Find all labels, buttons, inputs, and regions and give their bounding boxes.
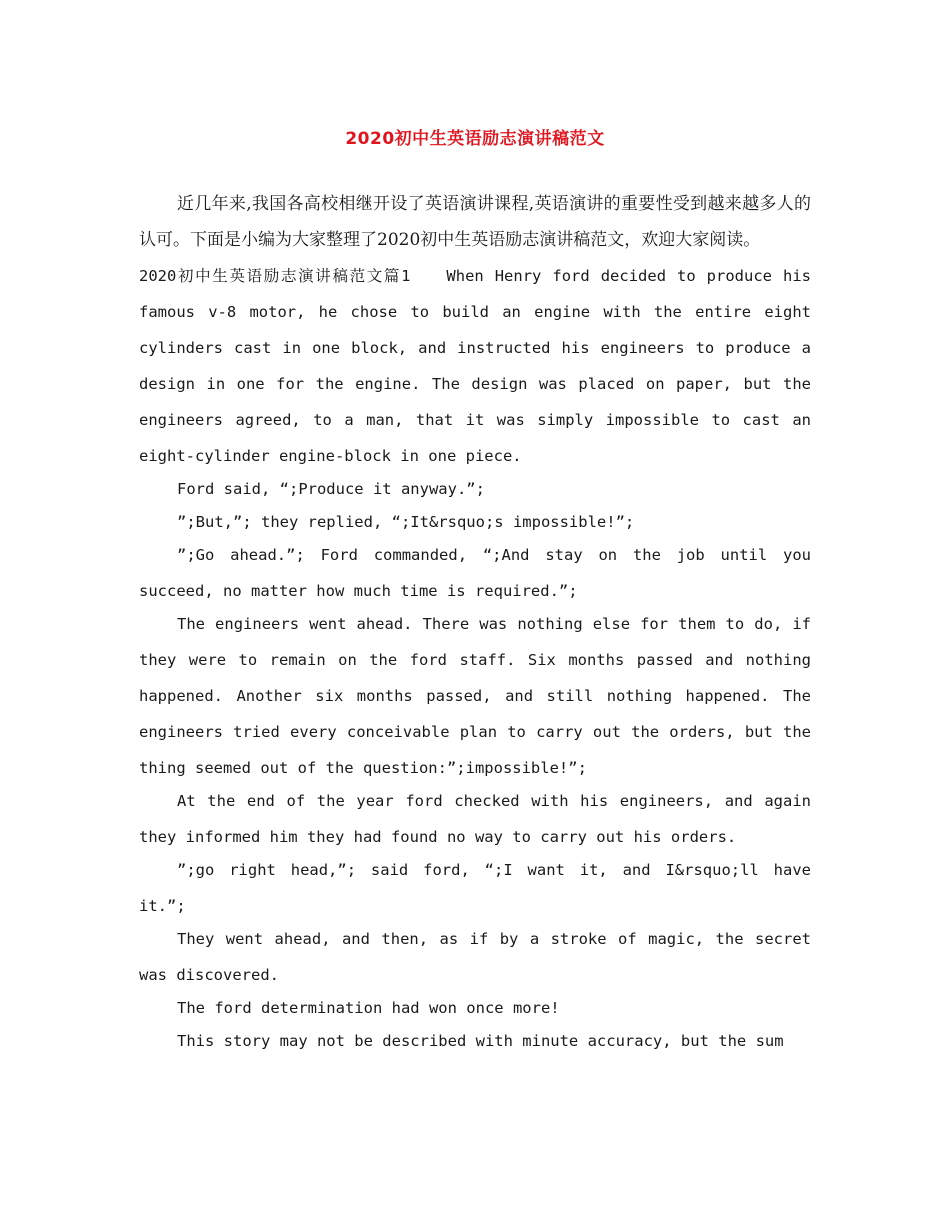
paragraph-2: Ford said, “;Produce it anyway.”; xyxy=(177,480,485,498)
paragraph-4: ”;Go ahead.”; Ford commanded, “;And stay on the job until you succeed, no matter how much time is required.”; xyxy=(139,546,811,600)
paragraph-10: This story may not be described with minute accuracy, but the sum xyxy=(177,1032,784,1050)
paragraph-3: ”;But,”; they replied, “;It&rsquo;s impossible!”; xyxy=(177,513,635,531)
paragraph-9: The ford determination had won once more! xyxy=(177,999,560,1017)
document-title: 2020初中生英语励志演讲稿范文 xyxy=(345,129,605,149)
paragraph-6: At the end of the year ford checked with his engineers, and again they informed him they had found no way to carry out his orders. xyxy=(139,792,811,846)
intro-paragraph: 近几年来,我国各高校相继开设了英语演讲课程,英语演讲的重要性受到越来越多人的认可。下面是小编为大家整理了2020初中生英语励志演讲稿范文，欢迎大家阅读。 xyxy=(139,194,811,250)
paragraph-7: ”;go right head,”; said ford, “;I want it, and I&rsquo;ll have it.”; xyxy=(139,861,811,915)
document-body xyxy=(139,186,811,1059)
paragraph-8: They went ahead, and then, as if by a stroke of magic, the secret was discovered. xyxy=(139,930,811,984)
paragraph-1: 2020初中生英语励志演讲稿范文篇1 When Henry ford decided to produce his famous v-8 motor, he chose to build an engine with the entire eight cylinders cast in one block, and instructed his engineers to produce a design in one for the engine. The design was placed on paper, but the engineers agreed, to a man, that it was simply impossible to cast an eight-cylinder engine-block in one piece. xyxy=(139,267,811,465)
paragraph-5: The engineers went ahead. There was nothing else for them to do, if they were to remain on the ford staff. Six months passed and nothing happened. Another six months passed, and still nothing happened. The engineers tried every conceivable plan to carry out the orders, but the thing seemed out of the question:”;impossible!”; xyxy=(139,615,811,777)
